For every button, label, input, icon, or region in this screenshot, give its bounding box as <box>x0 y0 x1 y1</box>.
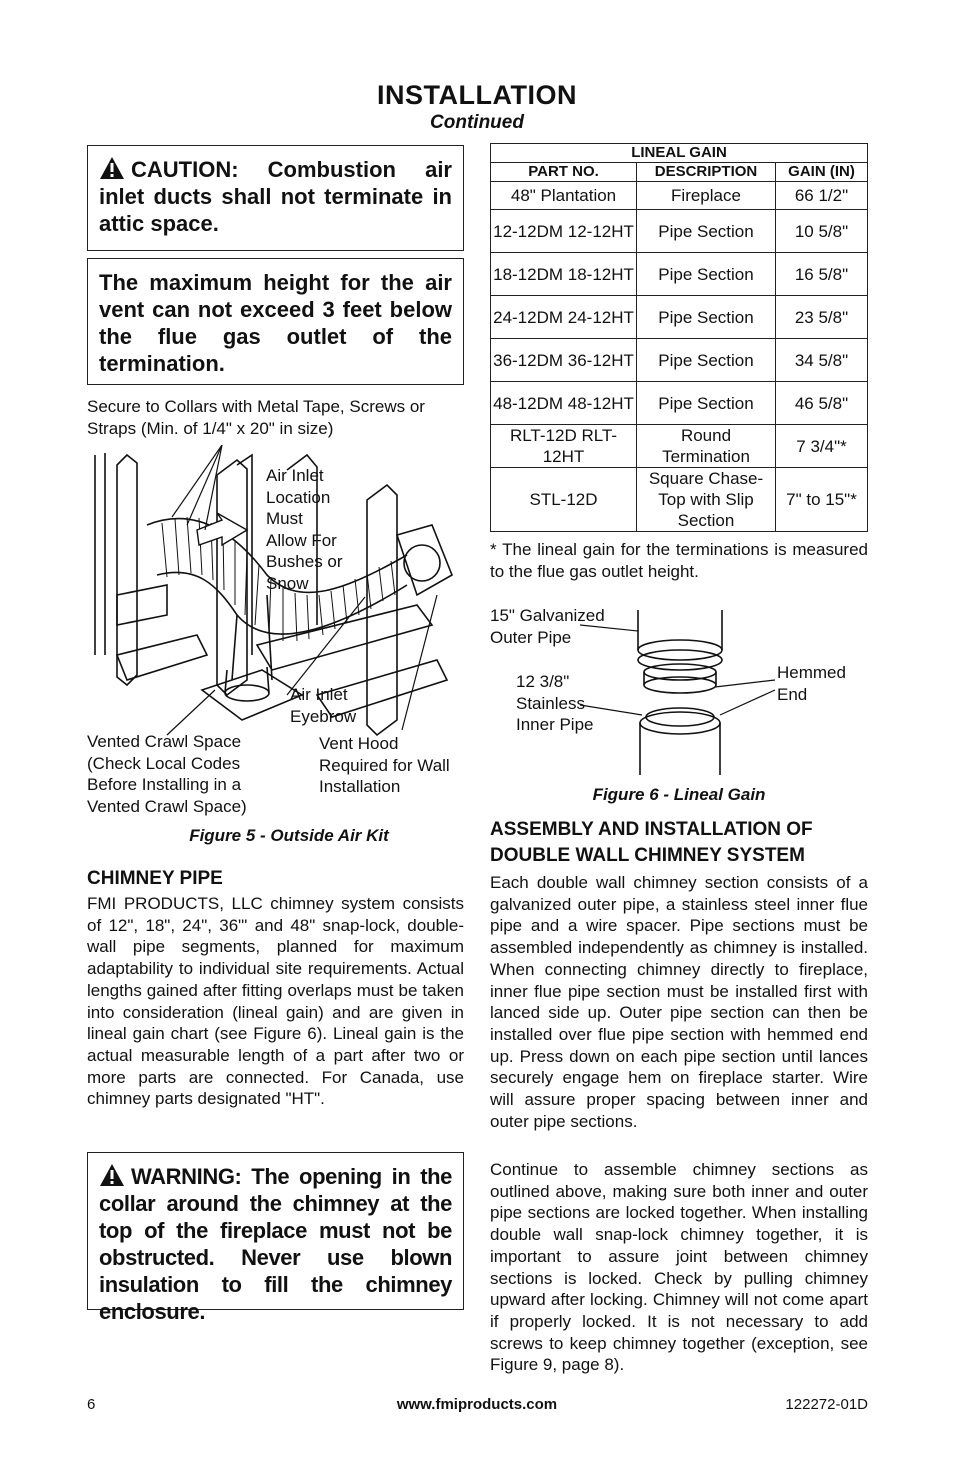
table-header: GAIN (IN) <box>776 163 868 182</box>
table-row <box>491 382 868 425</box>
table-cell: Fireplace <box>637 182 776 210</box>
table-cell: 12-12DM 12-12HT <box>491 210 637 253</box>
table-cell: 34 5/8" <box>776 339 868 382</box>
table-cell: RLT-12D RLT-12HT <box>491 425 637 468</box>
table-cell: 48" Plantation <box>491 182 637 210</box>
chimney-pipe-body: FMI PRODUCTS, LLC chimney system consists of 12", 18", 24", 36"' and 48" snap-lock, double-wall pipe segments, planned for maximum adaptability to individual site requirements. Actual lengths gained after fitting overlaps must be taken into consideration (lineal gain) and are given in lineal gain chart (see Figure 6). Lineal gain is the actual measurable length of a part after two or more parts are connected. For Canada, use chimney parts designated "HT". <box>87 894 464 1109</box>
caution-box <box>87 145 464 251</box>
table-cell: Pipe Section <box>637 253 776 296</box>
table-cell: Square Chase-Top with Slip Section <box>637 468 776 532</box>
table-cell: 23 5/8" <box>776 296 868 339</box>
warning-text: WARNING: The opening in the collar around the chimney at the top of the fireplace must not be obstructed. Never use blown insulation to fill the chimney enclosure. <box>99 1164 452 1324</box>
assembly-heading: ASSEMBLY AND INSTALLATION OF DOUBLE WALL CHIMNEY SYSTEM <box>490 819 813 866</box>
table-cell: Pipe Section <box>637 296 776 339</box>
table-footnote: * The lineal gain for the terminations is measured to the flue gas outlet height. <box>490 540 868 581</box>
website-link[interactable]: www.fmiproducts.com <box>396 1396 558 1413</box>
assembly-para1: Each double wall chimney section consists of a galvanized outer pipe, a stainless steel inner flue pipe and a wire spacer. Pipe sections must be assembled independently as chimney is installed. When connecting chimney directly to fireplace, inner flue pipe section must be installed first with lanced side up. Outer pipe section can then be installed over flue pipe section with hemmed end up. Press down on each pipe section until lances securely engage hem on fireplace starter. Wire will assure proper spacing between inner and outer pipe sections. <box>490 873 868 1131</box>
table-header: DESCRIPTION <box>637 163 776 182</box>
table-title: LINEAL GAIN <box>491 144 868 163</box>
max-height-text: The maximum height for the air vent can not exceed 3 feet below the flue gas outlet of the termination. <box>99 270 452 376</box>
table-cell: 36-12DM 36-12HT <box>491 339 637 382</box>
max-height-box <box>87 258 464 385</box>
table-row <box>491 425 868 468</box>
figure6-caption: Figure 6 - Lineal Gain <box>592 785 766 804</box>
table-row <box>491 182 868 210</box>
warning-triangle-icon <box>99 156 125 180</box>
table-row <box>491 296 868 339</box>
assembly-para2: Continue to assemble chimney sections as outlined above, making sure both inner and outer pipe sections are locked together. When installing double wall snap-lock chimney together, it is important to assure joint between chimney sections is locked. Check by pulling chimney upward after locking. Chimney will not come apart if properly locked. It is not necessary to add screws to keep chimney together (exception, see Figure 9, page 8). <box>490 1160 868 1375</box>
label-crawl-space: Vented Crawl Space (Check Local Codes Before Installing in a Vented Crawl Space) <box>87 732 247 816</box>
warning-box <box>87 1152 464 1324</box>
warning-triangle-icon <box>99 1163 125 1187</box>
figure5-caption: Figure 5 - Outside Air Kit <box>189 826 389 845</box>
lineal-gain-table <box>490 143 868 532</box>
table-cell: 10 5/8" <box>776 210 868 253</box>
table-cell: STL-12D <box>491 468 637 532</box>
table-cell: 24-12DM 24-12HT <box>491 296 637 339</box>
table-cell: 48-12DM 48-12HT <box>491 382 637 425</box>
table-cell: Pipe Section <box>637 339 776 382</box>
table-row <box>491 468 868 532</box>
table-cell: 46 5/8" <box>776 382 868 425</box>
table-cell: Pipe Section <box>637 210 776 253</box>
document-number: 122272-01D <box>785 1396 868 1413</box>
label-outer-pipe: 15" Galvanized Outer Pipe <box>490 606 605 647</box>
page-subtitle: Continued <box>430 112 524 133</box>
label-air-inlet-eyebrow: Air Inlet Eyebrow <box>290 685 357 726</box>
table-header: PART NO. <box>491 163 637 182</box>
table-row <box>491 210 868 253</box>
table-cell: Pipe Section <box>637 382 776 425</box>
page-number: 6 <box>87 1396 96 1413</box>
table-row <box>491 339 868 382</box>
label-vent-hood: Vent Hood Required for Wall Installation <box>319 734 450 796</box>
table-cell: 7 3/4"* <box>776 425 868 468</box>
table-cell: 18-12DM 18-12HT <box>491 253 637 296</box>
label-inner-pipe: 12 3/8" Stainless Inner Pipe <box>516 672 594 734</box>
table-cell: 16 5/8" <box>776 253 868 296</box>
table-cell: 66 1/2" <box>776 182 868 210</box>
figure5-top-note: Secure to Collars with Metal Tape, Screws or Straps (Min. of 1/4" x 20" in size) <box>87 397 425 438</box>
caution-text: CAUTION: Combustion air inlet ducts shall not terminate in attic space. <box>99 157 452 236</box>
table-row <box>491 253 868 296</box>
page-title: INSTALLATION <box>377 80 577 110</box>
table-cell: Round Termination <box>637 425 776 468</box>
label-hemmed-end: Hemmed End <box>777 663 846 704</box>
table-cell: 7" to 15"* <box>776 468 868 532</box>
label-air-inlet-location: Air Inlet Location Must Allow For Bushes or Snow <box>266 466 343 593</box>
chimney-pipe-heading: CHIMNEY PIPE <box>87 868 223 889</box>
